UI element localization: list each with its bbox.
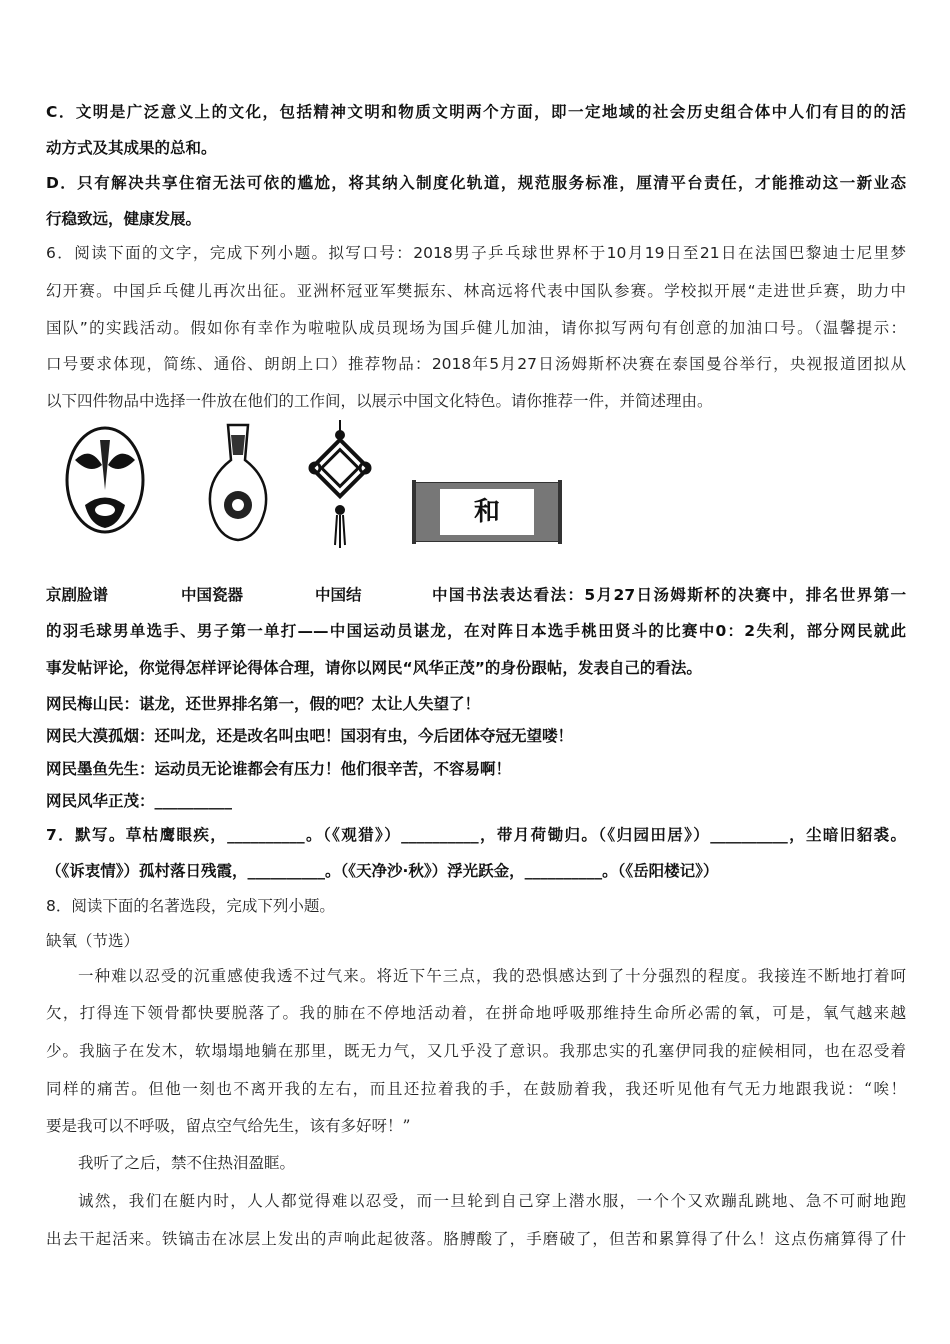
- text-line: 口号要求体现，简练、通俗、朗朗上口）推荐物品：2018年5月27日汤姆斯杯决赛在泰国曼谷举行，央视报道团拟从: [46, 355, 906, 373]
- passage-line: 我听了之后，禁不住热泪盈眶。: [78, 1154, 296, 1172]
- passage-line: 要是我可以不呼吸，留点空气给先生，该有多好呀！”: [46, 1117, 411, 1135]
- text-line: 6．阅读下面的文字，完成下列小题。拟写口号：2018男子乒乓球世界杯于10月19日至21日在法国巴黎迪士尼里梦: [46, 244, 906, 262]
- text-line: （《诉衷情》）孤村落日残霞，__________。（《天净沙·秋》）浮光跃金，__________。（《岳阳楼记》）: [46, 862, 719, 880]
- text-line: 以下四件物品中选择一件放在他们的工作间，以展示中国文化特色。请你推荐一件，并简述理由。: [46, 392, 713, 410]
- chinese-knot-image: [305, 420, 375, 550]
- caption-calligraphy: 中国书法表达看法：5月27日汤姆斯杯的决赛中，排名世界第一: [432, 586, 906, 604]
- text-line: 国队”的实践活动。假如你有幸作为啦啦队成员现场为国乒健儿加油，请你拟写两句有创意的加油口号。（温馨提示：: [46, 319, 906, 337]
- text-line: 事发帖评论，你觉得怎样评论得体合理，请你以网民“风华正茂”的身份跟帖，发表自己的看法。: [46, 659, 702, 677]
- question-8: 8．阅读下面的名著选段，完成下列小题。: [46, 897, 335, 915]
- text-line: 的羽毛球男单选手、男子第一单打——中国运动员谌龙，在对阵日本选手桃田贤斗的比赛中0：2失利，部分网民就此: [46, 622, 906, 640]
- passage-line: 欠，打得连下领骨都快要脱落了。我的肺在不停地活动着，在拼命地呼吸那维持生命所必需的氧，可是，氧气越来越: [46, 1004, 906, 1022]
- passage-line: 同样的痛苦。但他一刻也不离开我的左右，而且还拉着我的手，在鼓励着我，我还听见他有气无力地跟我说：“唉！: [46, 1080, 906, 1098]
- caption-opera-mask: 京剧脸谱: [46, 586, 109, 604]
- text-line: C．文明是广泛意义上的文化，包括精神文明和物质文明两个方面，即一定地域的社会历史组合体中人们有目的的活: [46, 103, 906, 121]
- text-line: 幻开赛。中国乒乓健儿再次出征。亚洲杯冠亚军樊振东、林高远将代表中国队参赛。学校拟开展“走进世乒赛，助力中: [46, 282, 906, 300]
- comment-line: 网民墨鱼先生：运动员无论谁都会有压力！他们很辛苦，不容易啊！: [46, 760, 512, 778]
- text-line: 行稳致远，健康发展。: [46, 210, 202, 228]
- caption-knot: 中国结: [315, 586, 362, 604]
- scroll-character: 和: [440, 489, 534, 535]
- caption-porcelain: 中国瓷器: [181, 586, 244, 604]
- text-line: D．只有解决共享住宿无法可依的尴尬，将其纳入制度化轨道，规范服务标准，厘清平台责任，才能推动这一新业态: [46, 174, 906, 192]
- porcelain-vase-image: [203, 420, 273, 545]
- comment-line: 网民大漠孤烟：还叫龙，还是改名叫虫吧！国羽有虫，今后团体夺冠无望喽！: [46, 727, 574, 745]
- passage-line: 一种难以忍受的沉重感使我透不过气来。将近下午三点，我的恐惧感达到了十分强烈的程度。我接连不断地打着呵: [78, 967, 906, 985]
- text-line: 7．默写。草枯鹰眼疾，__________。（《观猎》）__________，带月荷锄归。（《归园田居》）__________，尘暗旧貂裘。: [46, 826, 906, 844]
- comment-line: 网民梅山民：谌龙，还世界排名第一，假的吧？太让人失望了！: [46, 695, 481, 713]
- opera-mask-image: [60, 420, 150, 540]
- passage-line: 诚然，我们在艇内时，人人都觉得难以忍受，而一旦轮到自己穿上潜水服，一个个又欢蹦乱跳地、急不可耐地跑: [78, 1192, 906, 1210]
- passage-title: 缺氧（节选）: [46, 932, 140, 950]
- calligraphy-scroll-image: [415, 482, 559, 542]
- answer-blank: 网民风华正茂：__________: [46, 792, 233, 810]
- text-line: 动方式及其成果的总和。: [46, 139, 217, 157]
- passage-line: 出去干起活来。铁镐击在冰层上发出的声响此起彼落。胳膊酸了，手磨破了，但苦和累算得了什么！这点伤痛算得了什: [46, 1230, 906, 1248]
- passage-line: 少。我脑子在发木，软塌塌地躺在那里，既无力气，又几乎没了意识。我那忠实的孔塞伊同我的症候相同，也在忍受着: [46, 1042, 906, 1060]
